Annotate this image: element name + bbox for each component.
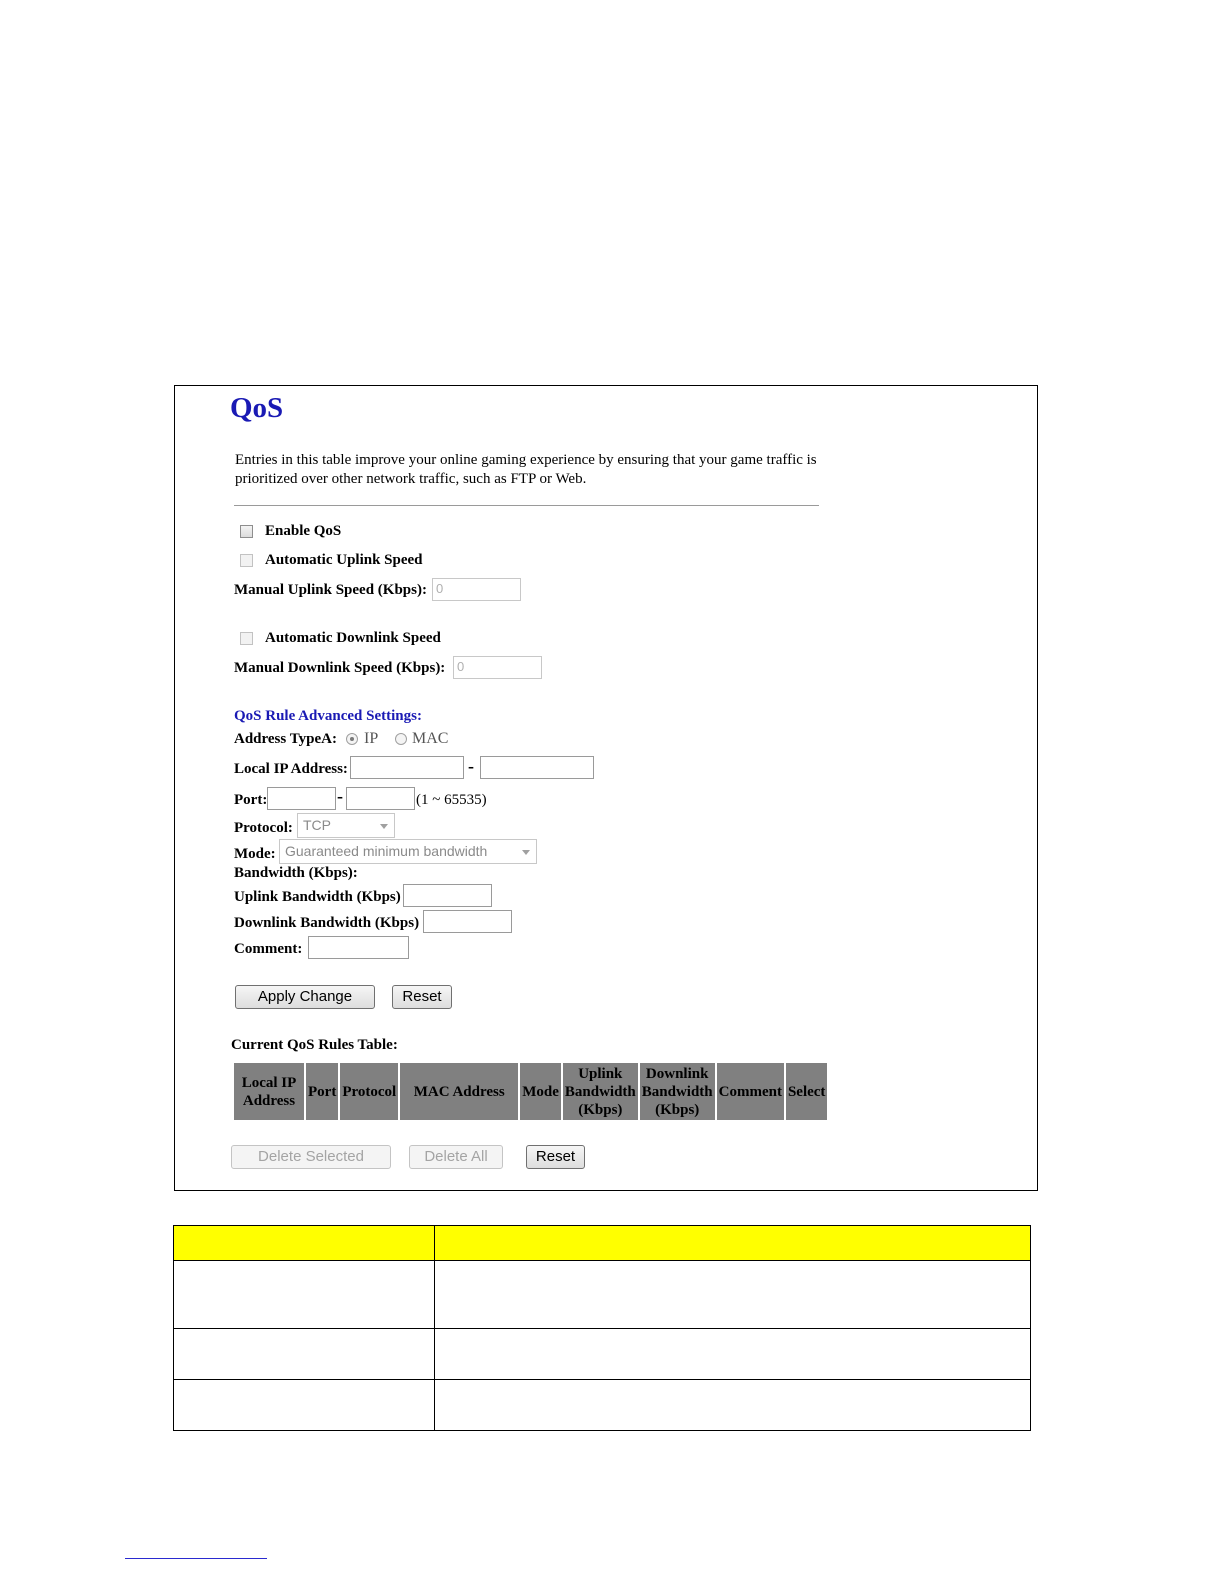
address-type-label: Address TypeA: bbox=[234, 731, 337, 747]
port-dash: - bbox=[337, 786, 343, 806]
port-range-hint: (1 ~ 65535) bbox=[416, 792, 487, 808]
table-cell bbox=[435, 1329, 1031, 1380]
manual-uplink-input[interactable]: 0 bbox=[432, 578, 521, 601]
auto-uplink-checkbox[interactable] bbox=[240, 554, 253, 567]
table-cell bbox=[435, 1261, 1031, 1329]
footer-link-underline bbox=[125, 1558, 267, 1559]
downlink-bandwidth-input[interactable] bbox=[423, 910, 512, 933]
manual-downlink-label: Manual Downlink Speed (Kbps): bbox=[234, 660, 446, 676]
manual-downlink-input[interactable]: 0 bbox=[453, 656, 542, 679]
column-header: Downlink Bandwidth (Kbps) bbox=[640, 1063, 715, 1120]
column-header: Port bbox=[306, 1063, 338, 1120]
chevron-down-icon bbox=[522, 850, 530, 855]
protocol-value: TCP bbox=[303, 817, 331, 833]
manual-uplink-label: Manual Uplink Speed (Kbps): bbox=[234, 582, 427, 598]
auto-downlink-checkbox[interactable] bbox=[240, 632, 253, 645]
enable-qos-checkbox[interactable] bbox=[240, 525, 253, 538]
table-row bbox=[174, 1261, 1031, 1329]
column-header: Uplink Bandwidth (Kbps) bbox=[563, 1063, 638, 1120]
mode-label: Mode: bbox=[234, 846, 276, 862]
divider bbox=[234, 505, 819, 506]
protocol-label: Protocol: bbox=[234, 820, 293, 836]
column-header: Protocol bbox=[340, 1063, 398, 1120]
table-row bbox=[174, 1380, 1031, 1431]
local-ip-label: Local IP Address: bbox=[234, 761, 348, 777]
header-cell bbox=[435, 1226, 1031, 1261]
table-cell bbox=[174, 1329, 435, 1380]
rules-table-title: Current QoS Rules Table: bbox=[231, 1037, 398, 1053]
delete-all-button[interactable]: Delete All bbox=[409, 1145, 503, 1169]
column-header: Local IP Address bbox=[234, 1063, 304, 1120]
address-type-mac-radio[interactable] bbox=[395, 733, 407, 745]
advanced-settings-heading: QoS Rule Advanced Settings: bbox=[234, 708, 422, 724]
delete-selected-button[interactable]: Delete Selected bbox=[231, 1145, 391, 1169]
table-cell bbox=[435, 1380, 1031, 1431]
port-end-input[interactable] bbox=[346, 787, 415, 810]
reset-button[interactable]: Reset bbox=[392, 985, 452, 1009]
header-cell bbox=[174, 1226, 435, 1261]
chevron-down-icon bbox=[380, 824, 388, 829]
description-table-header bbox=[174, 1226, 1031, 1261]
uplink-bandwidth-label: Uplink Bandwidth (Kbps) bbox=[234, 889, 401, 905]
uplink-bandwidth-input[interactable] bbox=[403, 884, 492, 907]
address-type-ip-radio[interactable] bbox=[346, 733, 358, 745]
qos-screenshot bbox=[174, 385, 1038, 1191]
port-start-input[interactable] bbox=[267, 787, 336, 810]
address-type-ip-label: IP bbox=[364, 730, 379, 747]
table-row bbox=[174, 1329, 1031, 1380]
mode-select[interactable] bbox=[279, 839, 537, 864]
table-cell bbox=[174, 1261, 435, 1329]
table-reset-button[interactable]: Reset bbox=[526, 1145, 585, 1169]
auto-downlink-label: Automatic Downlink Speed bbox=[265, 630, 441, 646]
page-description: Entries in this table improve your online gaming experience by ensuring that your game traffic is prioritized over other network traffic, such as FTP or Web. bbox=[235, 452, 817, 487]
column-header: Select bbox=[786, 1063, 827, 1120]
description-table bbox=[173, 1225, 1031, 1431]
local-ip-dash: - bbox=[468, 756, 474, 776]
column-header: Comment bbox=[717, 1063, 784, 1120]
auto-uplink-label: Automatic Uplink Speed bbox=[265, 552, 423, 568]
downlink-bandwidth-label: Downlink Bandwidth (Kbps) bbox=[234, 915, 420, 931]
comment-input[interactable] bbox=[308, 936, 409, 959]
port-label: Port: bbox=[234, 792, 268, 808]
column-header: Mode bbox=[520, 1063, 561, 1120]
enable-qos-label: Enable QoS bbox=[265, 523, 342, 539]
page-title: QoS bbox=[230, 392, 284, 424]
local-ip-start-input[interactable] bbox=[350, 756, 464, 779]
local-ip-end-input[interactable] bbox=[480, 756, 594, 779]
apply-change-button[interactable]: Apply Change bbox=[235, 985, 375, 1009]
bandwidth-heading: Bandwidth (Kbps): bbox=[234, 865, 358, 881]
column-header: MAC Address bbox=[400, 1063, 518, 1120]
rules-table-header-row bbox=[234, 1063, 827, 1120]
mode-value: Guaranteed minimum bandwidth bbox=[285, 843, 488, 859]
address-type-mac-label: MAC bbox=[412, 730, 449, 747]
qos-rules-table bbox=[232, 1061, 829, 1122]
protocol-select[interactable] bbox=[297, 813, 395, 838]
table-cell bbox=[174, 1380, 435, 1431]
comment-label: Comment: bbox=[234, 941, 303, 957]
